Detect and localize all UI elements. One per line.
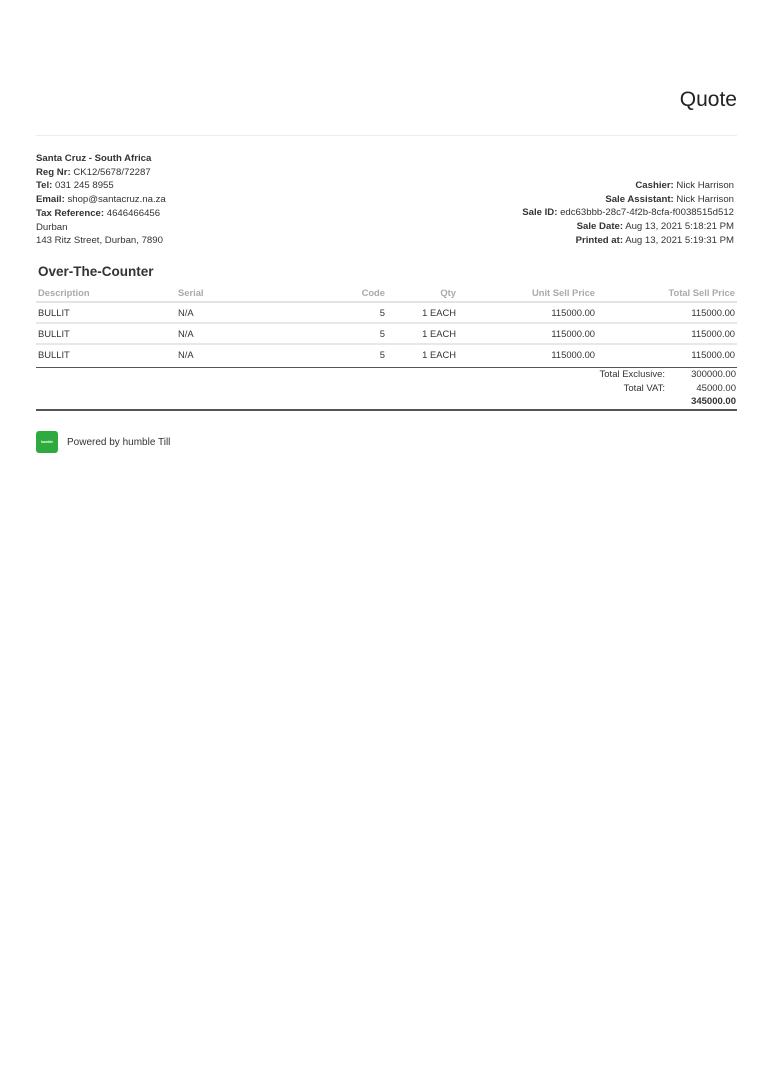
total-exclusive-value: 300000.00 xyxy=(691,369,736,380)
logo-text: humble xyxy=(40,440,54,444)
cell-serial: N/A xyxy=(176,302,306,323)
total-exclusive-label: Total Exclusive: xyxy=(599,369,665,380)
cashier-value: Nick Harrison xyxy=(676,180,734,191)
totals-block xyxy=(36,367,737,411)
cell-qty: 1 EACH xyxy=(387,323,458,344)
sale-date-value: Aug 13, 2021 5:18:21 PM xyxy=(625,221,734,233)
company-name: Santa Cruz - South Africa xyxy=(36,153,152,164)
cell-qty: 1 EACH xyxy=(387,302,458,323)
cell-unit-price: 115000.00 xyxy=(551,349,595,360)
table-row xyxy=(36,323,737,344)
assistant-label: Sale Assistant: xyxy=(605,193,674,205)
cell-description: BULLIT xyxy=(36,323,176,344)
table-header-row xyxy=(36,285,737,302)
header-serial: Serial xyxy=(176,285,306,302)
grand-total-row xyxy=(36,395,737,409)
table-row xyxy=(36,344,737,364)
cashier-label: Cashier: xyxy=(635,180,674,191)
document-title: Quote xyxy=(679,88,737,111)
email-value: shop@santacruz.na.za xyxy=(67,194,166,206)
cell-total-price: 115000.00 xyxy=(597,323,737,344)
cell-serial: N/A xyxy=(176,323,306,344)
cell-code: 5 xyxy=(306,323,387,344)
tax-label: Tax Reference: xyxy=(36,207,105,219)
total-vat-row xyxy=(36,382,737,396)
company-city: Durban xyxy=(36,221,68,233)
sale-meta xyxy=(522,179,734,248)
assistant-value: Nick Harrison xyxy=(676,193,734,205)
email-label: Email: xyxy=(36,194,65,206)
sale-id-value: edc63bbb-28c7-4f2b-8cfa-f0038515d512 xyxy=(560,207,734,219)
header-qty: Qty xyxy=(387,285,458,302)
cell-description: BULLIT xyxy=(38,349,70,360)
header-divider xyxy=(36,135,737,136)
cell-unit-price: 115000.00 xyxy=(458,323,597,344)
cell-code: 5 xyxy=(379,349,385,360)
header-code: Code xyxy=(306,285,387,302)
section-title: Over-The-Counter xyxy=(38,264,154,279)
tel-value: 031 245 8955 xyxy=(55,180,114,192)
humble-logo-icon xyxy=(36,431,58,453)
printed-value: Aug 13, 2021 5:19:31 PM xyxy=(625,234,734,246)
sale-date-label: Sale Date: xyxy=(576,221,624,233)
cell-qty: 1 EACH xyxy=(422,349,456,360)
company-info xyxy=(36,152,166,248)
footer xyxy=(36,431,170,453)
items-table xyxy=(36,285,737,364)
cell-unit-price: 115000.00 xyxy=(458,302,597,323)
header-description: Description xyxy=(36,285,176,302)
table-row xyxy=(36,302,737,323)
header-unit-price: Unit Sell Price xyxy=(458,285,597,302)
total-vat-value: 45000.00 xyxy=(696,382,736,394)
total-vat-label: Total VAT: xyxy=(623,382,665,394)
powered-by-text: Powered by humble Till xyxy=(67,436,171,448)
tel-label: Tel: xyxy=(36,180,53,192)
cell-total-price: 115000.00 xyxy=(597,302,737,323)
sale-id-label: Sale ID: xyxy=(522,207,558,219)
cell-code: 5 xyxy=(306,302,387,323)
header-total-price: Total Sell Price xyxy=(597,285,737,302)
grand-total-value: 345000.00 xyxy=(691,396,736,408)
cell-description: BULLIT xyxy=(36,302,176,323)
tax-value: 4646466456 xyxy=(106,207,161,219)
cell-total-price: 115000.00 xyxy=(691,349,735,360)
company-address: 143 Ritz Street, Durban, 7890 xyxy=(36,235,163,247)
total-exclusive-row xyxy=(36,368,737,382)
reg-value: CK12/5678/72287 xyxy=(73,166,151,178)
printed-label: Printed at: xyxy=(575,234,624,246)
reg-label: Reg Nr: xyxy=(36,166,71,178)
cell-serial: N/A xyxy=(178,349,194,360)
